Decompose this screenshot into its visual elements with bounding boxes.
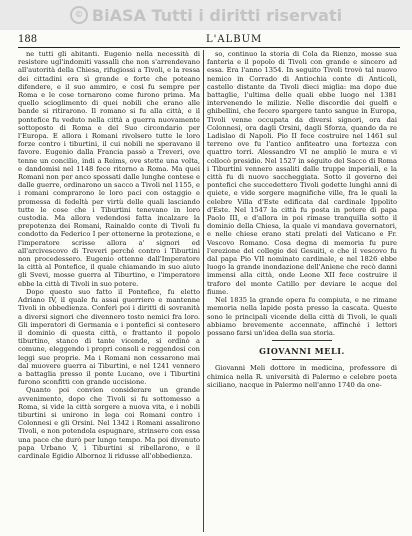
journal-title: L'ALBUM — [206, 34, 263, 45]
section-paragraph-1: Giovanni Meli dottore in medicina, professore di chimica nella R. università di Palermo e celebre poeta siciliano, nacque in Palermo nell'anno 1740 da one- — [207, 364, 397, 389]
page-number: 188 — [18, 34, 38, 45]
section-heading: GIOVANNI MELI. — [259, 346, 345, 357]
left-paragraph-2: Dopo questo suo fatto il Pontefice, fu eletto Adriano IV, il quale fu assai guerriero e mantenne Tivoli in obbedienza. Conferì poi i diritti di sovranità a diversi signori che divennero tosto nemici fra loro. Gli imperatori di Germania e i pontefici si contesero il dominio di questa città, e frattanto il popolo tiburtino, stanco di tante vicende, si ordinò a comune, eleggendo i propri consoli e reggendosi con leggi sue proprie. Ma i Romani non cessarono mai dal muovere guerra ai Tiburtini, e nel 1241 vennero a battaglia presso il ponte Lucano, ove i Tiburtini furono sconfitti con grande uccisione. — [18, 287, 200, 387]
copyright-icon: © — [70, 6, 88, 24]
left-column — [18, 50, 200, 532]
header-rule — [18, 47, 400, 48]
right-column — [207, 50, 397, 532]
section-rule-top — [272, 340, 332, 341]
left-paragraph-1: ne tutti gli abitanti. Eugenio nella necessità di resistere ugl'indomiti vassalli che non s'arrendevano all'autorità della Chiesa, rifugiossi a Tivoli, e la ressa dei cittadini era sì grande e forte che poteano difendere, e il suo ammiro, e così fu sempre per Roma e le cose tornarono come furono prima. Ma quello scioglimento di quei nobili che erano alle bande si ritirarono. Il romano si fu alla città, e il pontefice fu veduto nella città a guerra nuovamente sottoposto di Roma e del Suo circondario per l'Europa. E allora i Romani rivolsero tutte le loro forze contro i tiburtini, il cui nobili ne speravano il favore. Eugenio dalla Francia passò a Treveri, ove tenne un concilio, indi a Reims, ove stette una volta, e dandomisi nel 1148 fece ritorno a Roma. Ma quei Romani non per anco spossati dalle lunghe contese e dalle guerre, ordinarono un sacco a Tivoli nel 1155, e i romani comprarono le loro paci con ostaggio e promessa di fedeltà per virtù delle quali lasciando tutte le cose che i Tiburtini tenevano in loro custodia. Ma allora vedendosi fatta incalzare la prepotenza dei Romani, Rainaldo conte di Tivoli fu condotto da Federico I per ottenerne la protezione, e l'imperatore scrisse allora a' signori ed all'arcivescovo di Treveri perché contro i Tiburtini non procedessero. Eugenio ottenne dall'Imperatore la città al Pontefice, il quale chiamando in suo aiuto gli Svevi, mosse guerra al Tiburtino, e l'imperatore ebbe la città di Tivoli in suo potere. — [18, 50, 200, 288]
right-paragraph-1: so, continuo la storia di Cola da Rienzo, mosse sua fanteria e il popolo di Tivoli con grande e sincero ad essa. Era l'anno 1354. In seguito Tivoli trovò tal nuovo nemico in Corrado di Antiochia conte di Anticoli, castello distante da Tivoli dieci miglia: ma dopo due battaglie, l'ultima delle quali ebbe luogo nel 1381 intervenendo le milizie. Nelle discordie dei guelfi e ghibellini, che fecero spargere tanto sangue in Europa, Tivoli venne occupata da diversi signori, ora dai Colonnesi, ora dagli Orsini, dagli Sforza, quando da re Ladislao di Napoli. Pio II fece costruire nel 1461 sul terreno ove fu l'antico anfiteatro una fortezza con quattro torri. Alessandro VI ne ampliò le mura e vi collocò presidio. Nel 1527 in séguito del Sacco di Roma i Tiburtini vennero assaliti dalle truppe imperiali, e la città fu di nuovo saccheggiata. Sotto il governo dei pontefici che succedettero Tivoli godette lunghi anni di quiete, e vide sorgere magnifiche ville, fra le quali la celebre Villa d'Este edificata dal cardinale Ippolito d'Este. Nel 1547 la città fu posta in potere di papa Paolo III, e d'allora in poi rimase tranquilla sotto il dominio della Chiesa, la quale vi mandava governatori, e nelle chiese erano stati prelati del Vaticano e Fr. Vescovo Romano. Cosa degna di memoria fu pure l'erezione del collegio dei Gesuiti, e che il vescovo fu dal papa Pio VII nominato cardinale, e nel 1826 ebbe luogo la grande inondazione dell'Aniene che recò danni immensi alla città, onde Leone XII fece costruire il traforo del monte Catillo per deviare le acque del fiume. — [207, 50, 397, 296]
section-rule-bottom — [272, 359, 332, 360]
right-paragraph-2: Nel 1835 la grande opera fu compiuta, e ne rimane memoria nella lapide posta presso la cascata. Queste sono le principali vicende della città di Tivoli, le quali abbiamo brevemente accennate, affinché i lettori possano farsi un'idea della sua storia. — [207, 296, 397, 337]
watermark-banner — [0, 0, 412, 30]
left-paragraph-3: Quanto poi convien considerare un grande avvenimento, dopo che Tivoli si fu sottomesso a Roma, si vide la città sorgere a nuova vita, e i nobili tiburtini si unirono in lega coi Romani contro i Colonnesi e gli Orsini. Nel 1342 i Romani assalirono Tivoli, e non potendola espugnare, strinsero con essa una pace che durò per lungo tempo. Ma poi divenuto papa Urbano V, i Tiburtini si ribellarono, e il cardinale Egidio Albornoz li ridusse all'obbedienza. — [18, 386, 200, 460]
watermark-text: BiASA Tutti i diritti riservati — [91, 5, 343, 25]
running-head — [18, 34, 400, 46]
column-divider — [203, 50, 204, 532]
